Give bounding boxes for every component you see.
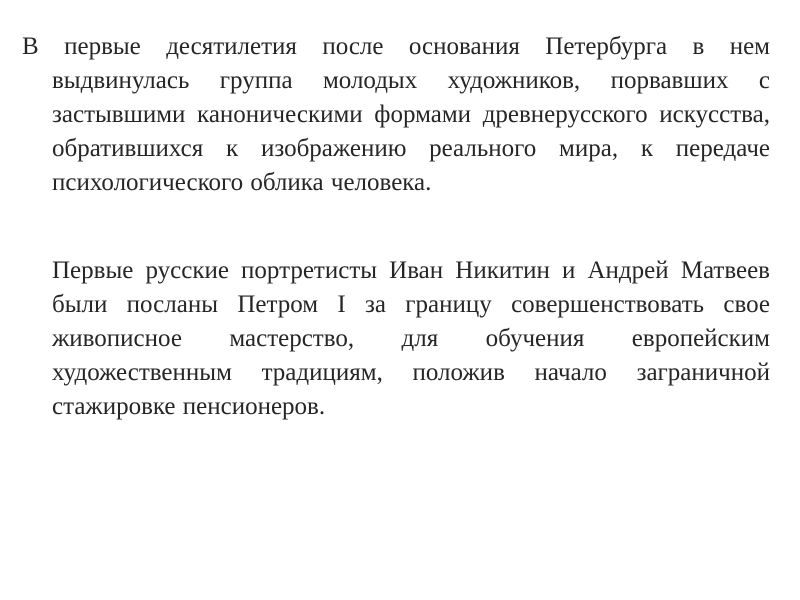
paragraph-petersburg-artists: В первые десятилетия после основания Петербурга в нем выдвинулась группа молодых художников, порвавших с застывшими каноническими формами древнерусского искусства, обратившихся к изображению реального мира, к передаче психологического облика человека. [22, 33, 770, 196]
paragraph-first-portraitists: Первые русские портретисты Иван Никитин и Андрей Матвеев были посланы Петром I за границу совершенствовать свое живописное мастерство, для обучения европейским художественным традициям, положив начало заграничной стажировке пенсионеров. [52, 257, 770, 420]
